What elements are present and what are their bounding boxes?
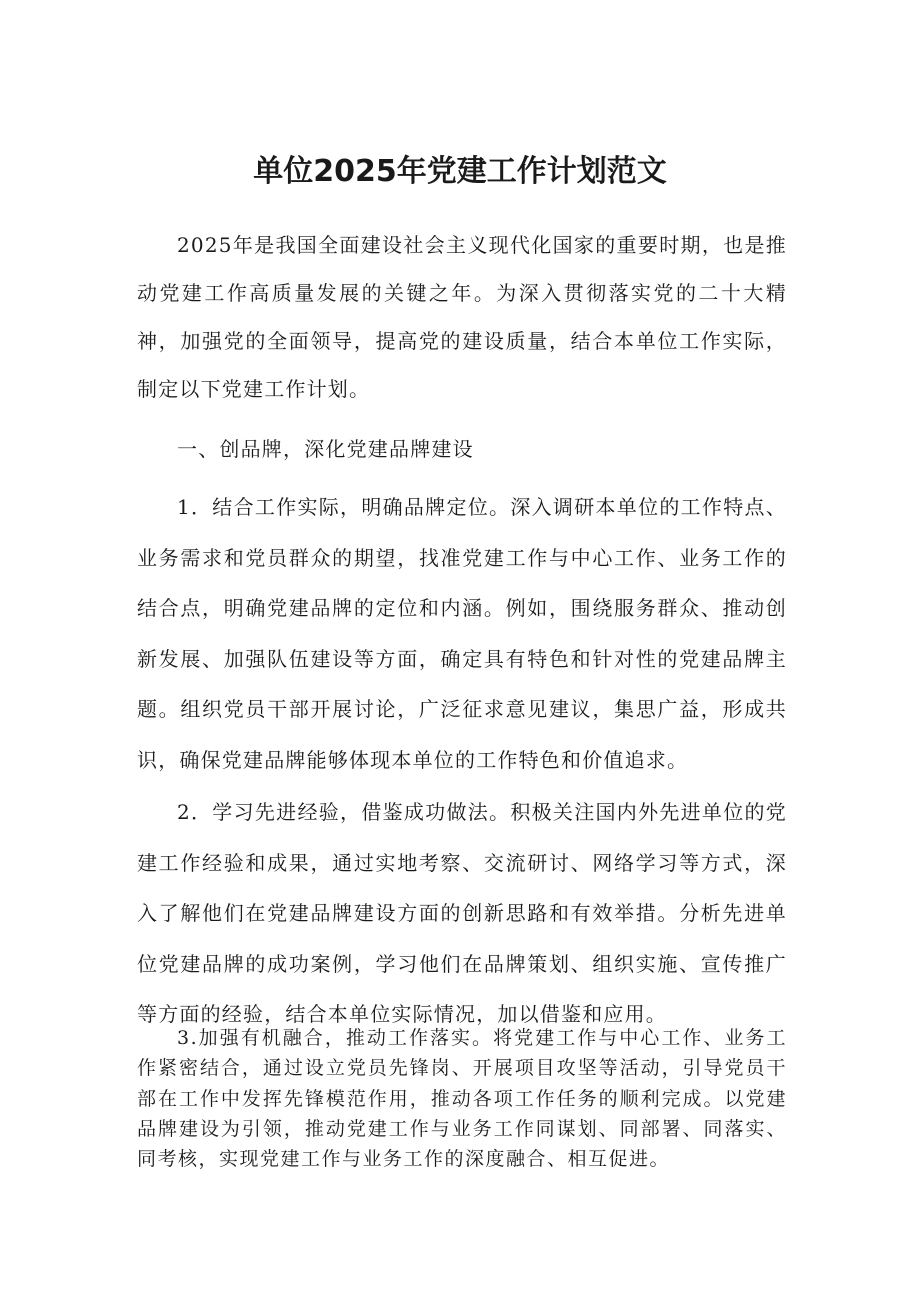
document-title: 单位2025年党建工作计划范文 <box>253 154 667 189</box>
intro-paragraph: 2025年是我国全面建设社会主义现代化国家的重要时期，也是推动党建工作高质量发展的关键之年。为深入贯彻落实党的二十大精神，加强党的全面领导，提高党的建设质量，结合本单位工作实际，制定以下党建工作计划。 <box>137 233 787 401</box>
section-heading: 一、创品牌，深化党建品牌建设 <box>177 437 474 461</box>
item-1-paragraph: 1．结合工作实际，明确品牌定位。深入调研本单位的工作特点、业务需求和党员群众的期望，找准党建工作与中心工作、业务工作的结合点，明确党建品牌的定位和内涵。例如，围绕服务群众、推动创新发展、加强队伍建设等方面，确定具有特色和针对性的党建品牌主题。组织党员干部开展讨论，广泛征求意见建议，集思广益，形成共识，确保党建品牌能够体现本单位的工作特色和价值追求。 <box>137 495 787 772</box>
item-3-paragraph: 3.加强有机融合，推动工作落实。将党建工作与中心工作、业务工作紧密结合，通过设立党员先锋岗、开展项目攻坚等活动，引导党员干部在工作中发挥先锋模范作用，推动各项工作任务的顺利完成。以党建品牌建设为引领，推动党建工作与业务工作同谋划、同部署、同落实、同考核，实现党建工作与业务工作的深度融合、相互促进。 <box>137 1027 787 1171</box>
item-2-paragraph: 2．学习先进经验，借鉴成功做法。积极关注国内外先进单位的党建工作经验和成果，通过实地考察、交流研讨、网络学习等方式，深入了解他们在党建品牌建设方面的创新思路和有效举措。分析先进单位党建品牌的成功案例，学习他们在品牌策划、组织实施、宣传推广等方面的经验，结合本单位实际情况，加以借鉴和应用。 <box>137 800 787 1026</box>
